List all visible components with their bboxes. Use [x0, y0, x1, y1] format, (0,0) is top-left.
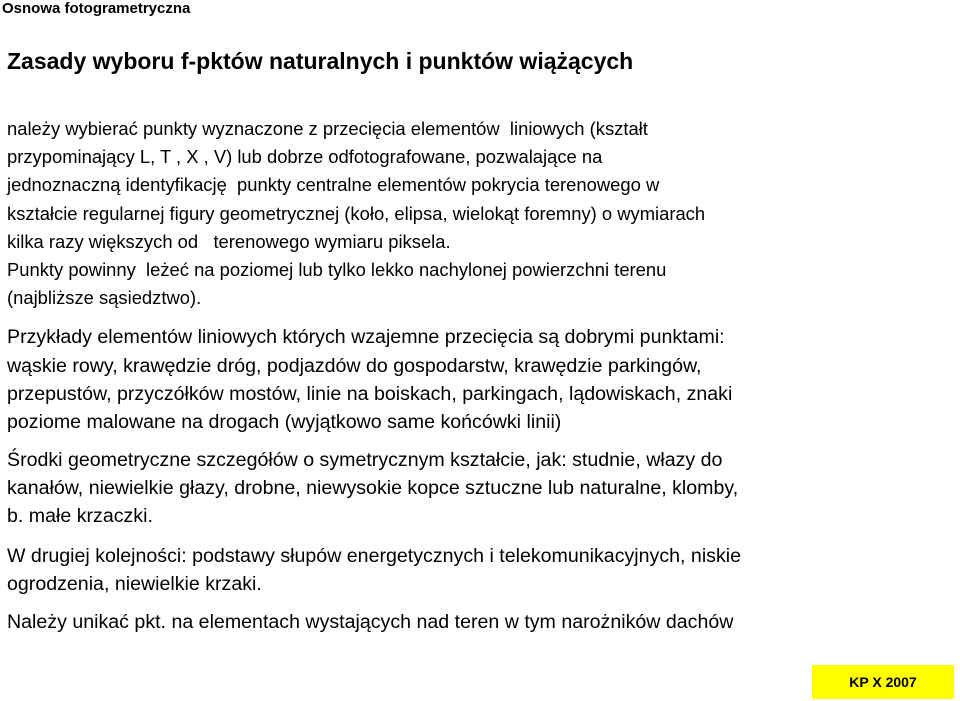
text-line: kształcie regularnej figury geometrycznej (koło, elipsa, wielokąt foremny) o wymiarach — [7, 202, 706, 224]
paragraph-linear-examples — [7, 323, 952, 436]
text-line: należy wybierać punkty wyznaczone z przecięcia elementów liniowych (kształt — [7, 118, 648, 139]
text-line: Środki geometryczne szczegółów o symetrycznym kształcie, jak: studnie, włazy do — [7, 448, 723, 471]
text-line: Należy unikać pkt. na elementach wystających nad teren w tym narożników dachów — [7, 611, 734, 634]
text-line: jednoznaczną identyfikację punkty centralne elementów pokrycia terenowego w — [7, 174, 660, 196]
text-line: Przykłady elementów liniowych których wzajemne przecięcia są dobrymi punktami: — [7, 326, 725, 349]
paragraph-flat-surface — [7, 256, 952, 312]
section-header: Osnowa fotogrametryczna — [2, 0, 191, 17]
text-line: poziome malowane na drogach (wyjątkowo same końcówki linii) — [7, 411, 562, 434]
text-line: W drugiej kolejności: podstawy słupów energetycznych i telekomunikacyjnych, niskie — [7, 544, 742, 567]
text-line: (najbliższe sąsiedztwo). — [7, 287, 202, 309]
text-line: przypominający L, T , X , V) lub dobrze odfotografowane, pozwalające na — [7, 146, 603, 168]
text-line: Punkty powinny leżeć na poziomej lub tylko lekko nachylonej powierzchni terenu — [7, 259, 667, 281]
slide-title: Zasady wyboru f-pktów naturalnych i punktów wiążących — [7, 48, 634, 74]
footer-badge: KP X 2007 — [812, 665, 954, 699]
paragraph-avoid — [7, 608, 952, 636]
paragraph-selection-rules — [7, 115, 952, 256]
text-line: kanałów, niewielkie głazy, drobne, niewysokie kopce sztuczne lub naturalne, klomby, — [7, 476, 739, 499]
slide-body — [7, 115, 952, 636]
paragraph-second-order — [7, 542, 952, 599]
text-line: kilka razy większych od terenowego wymiaru piksela. — [7, 230, 451, 252]
text-line: przepustów, przyczółków mostów, linie na boiskach, parkingach, lądowiskach, znaki — [7, 383, 733, 406]
text-line: ogrodzenia, niewielkie krzaki. — [7, 572, 262, 595]
text-line: wąskie rowy, krawędzie dróg, podjazdów do gospodarstw, krawędzie parkingów, — [7, 354, 702, 377]
text-line: b. małe krzaczki. — [7, 505, 153, 528]
paragraph-symmetric-centers — [7, 446, 952, 531]
